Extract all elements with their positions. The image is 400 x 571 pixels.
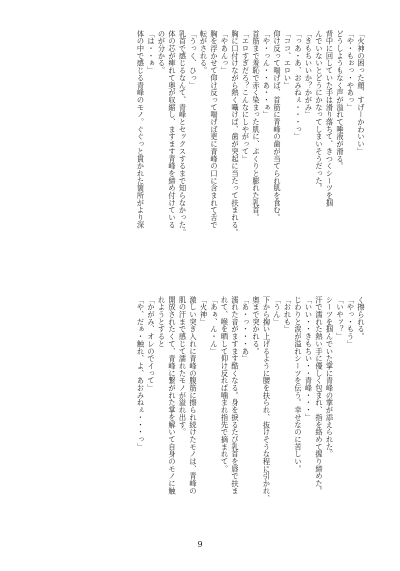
text-line: れて、喉を晒して仰け反れば噛まれ指先で摘まれて。 [220, 296, 230, 473]
text-line: のが分かる。 [157, 30, 167, 75]
text-line: 下から掬い上げるように腰を扶られ、抜けそうな程に引かれ、 [262, 296, 272, 502]
text-line: じわりと涙が溢れシーツを伝う。幸せなのに苦しい。 [294, 296, 303, 473]
text-line: 「ココ、エロい」 [283, 30, 293, 89]
upper-text-block [34, 30, 366, 298]
text-line: 「火神」 [199, 296, 209, 326]
text-line: 奥まで突かれる。 [252, 296, 261, 355]
text-line: 「あぁ、ん・ん」 [210, 296, 219, 355]
text-line: 激しい突き入れに青峰の腹筋に擦られ続けたモノは、青峰の [189, 296, 198, 495]
text-line: シーツを掴んでいた掌に青峰の掌が添えられた。 [325, 296, 335, 458]
text-line: 「やあんっ」 [220, 30, 230, 75]
text-line: 転がされる。 [199, 30, 209, 75]
text-line: 「かがみ、オレのでイって」 [147, 296, 156, 392]
text-line: 「や・っん・・あ・・ぁ」 [262, 30, 272, 119]
text-line: 「や・もぉっ・やあっ」 [346, 30, 356, 111]
text-line: 肌の汗まで感じて濡れたモノが溢れ出す。 [178, 296, 188, 436]
text-line: 「火神の困った顔、すげーかわいい」 [357, 30, 366, 155]
text-line: 「いい・・きもちい・・青峰・・・」 [304, 296, 314, 421]
text-line: れようとすると [157, 296, 167, 348]
text-line: 「あ・っ・・・あ」 [241, 296, 251, 363]
lower-text-block [34, 296, 366, 542]
text-line: んでいないとどうにかなってしまいそうだった。 [315, 30, 324, 192]
text-line: 体の中で感じる青峰のモノ。ぐぐっと貫かれた箇所がより深 [136, 30, 146, 229]
text-line: 「うん」 [273, 296, 282, 326]
text-line: 乳首で感じるなんて、青峰とセックスするまで知らなかった。 [178, 30, 188, 236]
text-line: 「おれも」 [283, 296, 293, 333]
text-line: 「うっく、ひっ」 [189, 30, 198, 89]
text-line: どうしようもなく声が溢れて唾液が滑る。 [336, 30, 345, 170]
text-line: 濡れた音がますます酷くなる。身を捩るたび乳首を唇で扶ま [231, 296, 240, 495]
text-line: 体の芯が痺れて奥が収縮し、ますます青峰を締め付けている [168, 30, 177, 229]
text-line: 「っあ・あ、おみねぇ・・・っ」 [294, 30, 303, 141]
text-line: 開放されたくて、青峰に繋がれた掌を解いて自身のモノに触 [168, 296, 177, 495]
text-line: 胸に口付けながら熱く囁けば、歯が突起に当たって扶まれる。 [231, 30, 240, 236]
text-line: 「や、だぁ・触れ、よ、あおみねぇ・・・っ」 [136, 296, 146, 451]
text-line: 「きもちいいか？かがみ」 [304, 30, 314, 119]
text-line: 仰け反って喘げば、首筋に青峰の歯が当てられ肌を食む。 [273, 30, 282, 222]
text-line: 「エロすぎだろ？こんなにしやがって」 [241, 30, 251, 163]
text-line: 「は・・ぁ」 [147, 30, 156, 75]
page-number: 9 [197, 540, 203, 549]
text-line: 汗で濡れた熱い手に優しく包まれ、指を絡めて握り締めた。 [315, 296, 324, 495]
text-line: 首筋まで羞恥で赤く染まった肌に、ぷくりと膨れた乳首。 [252, 30, 261, 222]
text-line: 背中に回していた手は滑り落ちて、きつくシーツを掴 [325, 30, 335, 207]
text-line: 「やっ・もう」 [346, 296, 356, 348]
text-line: 「いやァ？」 [336, 296, 345, 341]
text-line: く擦られる。 [357, 296, 366, 341]
text-line: 胸を浮かせて仰け反って喘げば更に青峰の口に含まれて舌で [210, 30, 219, 229]
